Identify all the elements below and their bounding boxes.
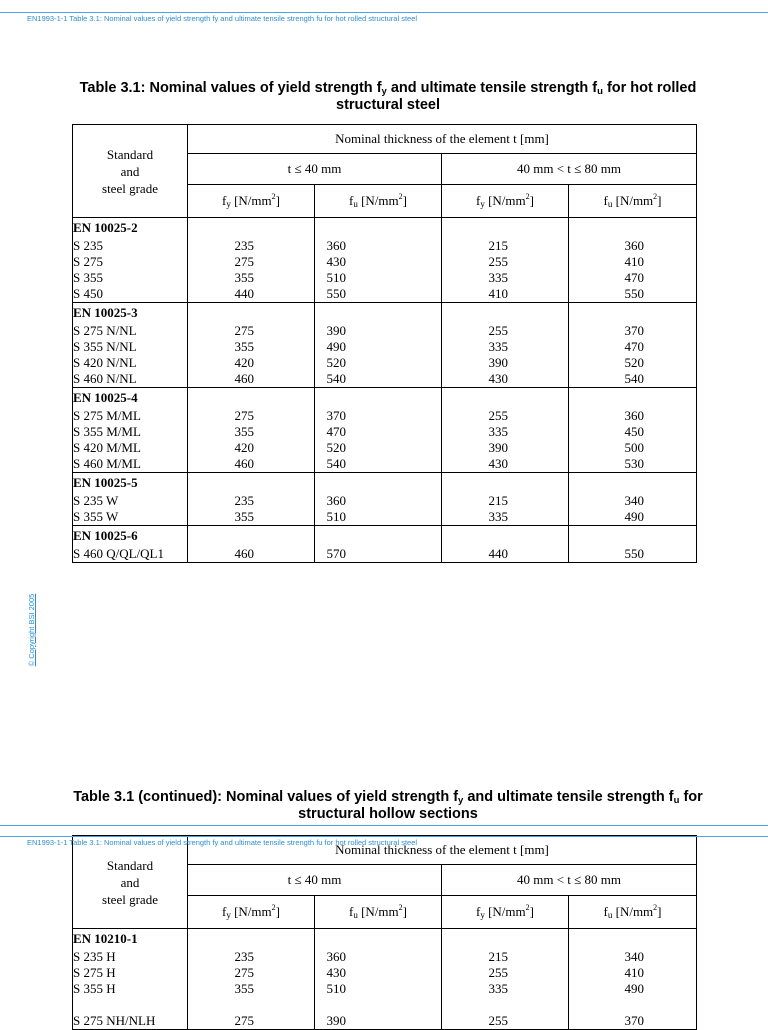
unit-subscript: y	[226, 199, 231, 209]
value: 420	[234, 355, 254, 370]
header-rule-bottom	[0, 825, 768, 826]
value-spacer	[442, 218, 568, 238]
table-row	[73, 218, 697, 303]
value-spacer	[315, 303, 441, 323]
value-cell	[315, 388, 442, 473]
value-cell	[569, 388, 697, 473]
unit-symbol: f	[349, 193, 354, 208]
grade-label: S 460 N/NL	[73, 371, 137, 386]
value-cell	[569, 473, 697, 526]
value: 510	[326, 981, 346, 996]
title-part: and ultimate tensile strength f	[386, 80, 598, 96]
value: 275	[234, 1013, 254, 1028]
value-spacer	[315, 388, 441, 408]
unit-end: ]	[657, 904, 662, 919]
grade-label: S 275 H	[73, 965, 116, 980]
unit-end: ]	[657, 193, 662, 208]
unit-symbol: f	[603, 193, 608, 208]
group-title: EN 10025-6	[73, 528, 138, 543]
unit-superscript: 2	[653, 903, 658, 912]
unit-superscript: 2	[271, 192, 276, 201]
grade-label: S 460 Q/QL/QL1	[73, 546, 164, 561]
title-part: u	[673, 795, 680, 806]
value: 540	[326, 456, 346, 471]
value: 335	[488, 339, 508, 354]
table-row	[73, 303, 697, 388]
grade-label: S 235 H	[73, 949, 116, 964]
grade-label: S 355 W	[73, 509, 119, 524]
value: 340	[624, 949, 645, 964]
value-cell	[188, 388, 315, 473]
value: 440	[488, 546, 508, 561]
group-title: EN 10025-3	[73, 305, 138, 320]
grade-label: S 420 N/NL	[73, 355, 137, 370]
unit-superscript: 2	[525, 903, 530, 912]
value-spacer	[442, 303, 568, 323]
value: 550	[624, 546, 645, 561]
standard-cell	[73, 526, 188, 563]
value-cell	[188, 303, 315, 388]
value-spacer	[315, 473, 441, 493]
value-cell	[442, 929, 569, 1030]
title-part: and ultimate tensile strength f	[463, 789, 674, 805]
value: 235	[234, 949, 254, 964]
value: 490	[624, 981, 645, 996]
unit-text: [N/mm	[484, 904, 526, 919]
value: 460	[234, 546, 254, 561]
value: 520	[326, 355, 346, 370]
column-header-fu	[315, 185, 442, 218]
value: 335	[488, 270, 508, 285]
standard-cell	[73, 929, 188, 1030]
value: 355	[234, 981, 254, 996]
value: 490	[624, 509, 645, 524]
grade-label: S 355 H	[73, 981, 116, 996]
value-spacer	[188, 388, 314, 408]
group-title: EN 10025-4	[73, 390, 138, 405]
value-spacer	[315, 526, 441, 546]
value-cell	[315, 929, 442, 1030]
value-spacer	[315, 218, 441, 238]
value: 360	[624, 238, 645, 253]
value-cell	[442, 473, 569, 526]
value: 255	[488, 1013, 508, 1028]
grade-label: S 460 M/ML	[73, 456, 141, 471]
unit-subscript: u	[353, 910, 358, 920]
table-title	[70, 80, 706, 114]
value: 570	[326, 546, 346, 561]
value-spacer	[442, 526, 568, 546]
header-rule-top	[0, 12, 768, 13]
column-header-thickness: Nominal thickness of the element t [mm]	[188, 125, 697, 154]
value-cell	[188, 218, 315, 303]
value: 335	[488, 509, 508, 524]
unit-superscript: 2	[398, 192, 403, 201]
value: 540	[326, 371, 346, 386]
table-row	[73, 473, 697, 526]
value	[442, 997, 568, 1013]
value-spacer	[442, 388, 568, 408]
column-header-range-2: 40 mm < t ≤ 80 mm	[442, 154, 697, 185]
title-part: for hot rolled structural steel	[336, 80, 697, 113]
column-header-fy	[442, 896, 569, 929]
value: 215	[488, 238, 508, 253]
unit-subscript: y	[480, 199, 485, 209]
value: 520	[624, 355, 645, 370]
value: 390	[326, 323, 346, 338]
value: 470	[624, 270, 645, 285]
value: 520	[326, 440, 346, 455]
value: 360	[326, 949, 346, 964]
unit-subscript: y	[480, 910, 485, 920]
title-part: Table 3.1 (continued): Nominal values of yield strength f	[73, 789, 459, 805]
grade-label	[73, 997, 187, 1013]
value: 255	[488, 323, 508, 338]
value: 355	[234, 339, 254, 354]
title-part: y	[381, 86, 387, 97]
value: 550	[624, 286, 645, 301]
column-header-fy	[188, 185, 315, 218]
value: 275	[234, 408, 254, 423]
table-row	[73, 929, 697, 1030]
value	[188, 997, 314, 1013]
value: 390	[326, 1013, 346, 1028]
column-header-fy	[442, 185, 569, 218]
value: 235	[234, 493, 254, 508]
copyright-notice[interactable]: © Copyright BSI 2005	[27, 593, 36, 667]
value: 370	[624, 1013, 645, 1028]
group-title: EN 10210-1	[73, 931, 138, 946]
value: 355	[234, 270, 254, 285]
value: 235	[234, 238, 254, 253]
value: 430	[488, 456, 508, 471]
value: 460	[234, 456, 254, 471]
standard-header-line: and	[120, 874, 140, 890]
unit-superscript: 2	[271, 903, 276, 912]
unit-text: [N/mm	[612, 193, 654, 208]
value: 275	[234, 965, 254, 980]
column-header-standard	[73, 125, 188, 218]
value: 215	[488, 949, 508, 964]
value	[315, 997, 441, 1013]
grade-label: S 235	[73, 238, 103, 253]
value-cell	[442, 218, 569, 303]
value: 420	[234, 440, 254, 455]
column-header-range-2: 40 mm < t ≤ 80 mm	[442, 865, 697, 896]
grade-label: S 355 M/ML	[73, 424, 141, 439]
value: 540	[624, 371, 645, 386]
value-cell	[442, 526, 569, 563]
table-row	[73, 526, 697, 563]
unit-text: [N/mm	[357, 193, 399, 208]
unit-symbol: f	[222, 193, 227, 208]
grade-label: S 275 N/NL	[73, 323, 137, 338]
title-part: for structural hollow sections	[298, 789, 703, 822]
unit-end: ]	[529, 904, 534, 919]
value: 460	[234, 371, 254, 386]
value-cell	[569, 303, 697, 388]
value: 335	[488, 981, 508, 996]
value: 510	[326, 509, 346, 524]
unit-text: [N/mm	[357, 904, 399, 919]
value-cell	[569, 526, 697, 563]
value: 410	[488, 286, 508, 301]
value	[569, 997, 696, 1013]
unit-end: ]	[402, 193, 407, 208]
value: 530	[624, 456, 645, 471]
value: 215	[488, 493, 508, 508]
value: 440	[234, 286, 254, 301]
standard-header-line: Standard	[106, 857, 154, 873]
unit-text: [N/mm	[612, 904, 654, 919]
standard-header-line: steel grade	[102, 891, 158, 907]
value-cell	[442, 303, 569, 388]
value: 255	[488, 965, 508, 980]
value-cell	[569, 929, 697, 1030]
header-rule-bottom-2	[0, 836, 768, 837]
group-title: EN 10025-2	[73, 220, 138, 235]
value: 430	[326, 965, 346, 980]
value-spacer	[188, 929, 314, 949]
unit-text: [N/mm	[230, 904, 272, 919]
standard-header-line: Standard	[106, 146, 154, 162]
grade-label: S 355 N/NL	[73, 339, 137, 354]
value-cell	[315, 218, 442, 303]
value: 360	[326, 238, 346, 253]
value-cell	[442, 388, 569, 473]
value: 255	[488, 408, 508, 423]
running-header-bottom: EN1993-1-1 Table 3.1: Nominal values of yield strength fy and ultimate tensile strength fu for hot rolled structural steel	[27, 838, 418, 847]
steel-table	[72, 124, 697, 563]
value-spacer	[569, 526, 696, 546]
grade-label: S 420 M/ML	[73, 440, 141, 455]
standard-header-line: steel grade	[102, 180, 158, 196]
unit-subscript: u	[607, 910, 613, 920]
value-cell	[315, 303, 442, 388]
unit-symbol: f	[476, 193, 481, 208]
unit-symbol: f	[476, 904, 481, 919]
value-cell	[315, 526, 442, 563]
column-header-range-1: t ≤ 40 mm	[188, 154, 442, 185]
value-spacer	[188, 473, 314, 493]
unit-subscript: u	[607, 199, 613, 209]
value-spacer	[569, 388, 696, 408]
column-header-range-1: t ≤ 40 mm	[188, 865, 442, 896]
unit-subscript: y	[226, 910, 231, 920]
value: 390	[488, 440, 508, 455]
value: 255	[488, 254, 508, 269]
standard-header-line: and	[120, 163, 140, 179]
grade-label: S 275	[73, 254, 103, 269]
value: 390	[488, 355, 508, 370]
unit-symbol: f	[603, 904, 608, 919]
value-spacer	[188, 526, 314, 546]
table-row	[73, 388, 697, 473]
value-spacer	[569, 473, 696, 493]
title-part: Table 3.1: Nominal values of yield strength f	[79, 80, 382, 96]
column-header-fu	[569, 896, 697, 929]
unit-subscript: u	[353, 199, 358, 209]
grade-label: S 275 NH/NLH	[73, 1013, 156, 1028]
value: 450	[624, 424, 645, 439]
unit-symbol: f	[222, 904, 227, 919]
value: 360	[624, 408, 645, 423]
value: 410	[624, 254, 645, 269]
value-spacer	[569, 929, 696, 949]
title-part: y	[458, 795, 464, 806]
column-header-standard	[73, 836, 188, 929]
value: 340	[624, 493, 645, 508]
value-cell	[315, 473, 442, 526]
unit-symbol: f	[349, 904, 354, 919]
unit-end: ]	[402, 904, 407, 919]
unit-superscript: 2	[525, 192, 530, 201]
grade-label: S 450	[73, 286, 103, 301]
value-spacer	[188, 218, 314, 238]
value: 370	[624, 323, 645, 338]
group-title: EN 10025-5	[73, 475, 138, 490]
steel-table-continued	[72, 835, 697, 1030]
value: 470	[624, 339, 645, 354]
value-spacer	[442, 473, 568, 493]
value-spacer	[569, 218, 696, 238]
running-header-top: EN1993-1-1 Table 3.1: Nominal values of yield strength fy and ultimate tensile strength fu for hot rolled structural steel	[27, 14, 418, 23]
table-title-continued	[70, 789, 706, 823]
grade-label: S 235 W	[73, 493, 119, 508]
value-cell	[188, 929, 315, 1030]
value-cell	[188, 526, 315, 563]
header-row	[73, 125, 697, 154]
unit-end: ]	[529, 193, 534, 208]
unit-superscript: 2	[653, 192, 658, 201]
value: 430	[326, 254, 346, 269]
column-header-fu	[315, 896, 442, 929]
value: 370	[326, 408, 346, 423]
value: 550	[326, 286, 346, 301]
value-cell	[569, 218, 697, 303]
value: 275	[234, 254, 254, 269]
value: 500	[624, 440, 645, 455]
standard-cell	[73, 303, 188, 388]
value: 360	[326, 493, 346, 508]
value-spacer	[569, 303, 696, 323]
value: 355	[234, 509, 254, 524]
value: 430	[488, 371, 508, 386]
column-header-fu	[569, 185, 697, 218]
value-spacer	[442, 929, 568, 949]
unit-superscript: 2	[398, 903, 403, 912]
value: 355	[234, 424, 254, 439]
unit-end: ]	[275, 193, 280, 208]
grade-label: S 355	[73, 270, 103, 285]
unit-text: [N/mm	[484, 193, 526, 208]
standard-cell	[73, 218, 188, 303]
value-spacer	[315, 929, 441, 949]
column-header-thickness: Nominal thickness of the element t [mm]	[188, 836, 697, 865]
standard-cell	[73, 473, 188, 526]
value: 335	[488, 424, 508, 439]
value: 510	[326, 270, 346, 285]
column-header-fy	[188, 896, 315, 929]
standard-cell	[73, 388, 188, 473]
grade-label: S 275 M/ML	[73, 408, 141, 423]
unit-end: ]	[275, 904, 280, 919]
title-part: u	[597, 86, 603, 97]
value: 275	[234, 323, 254, 338]
value: 470	[326, 424, 346, 439]
value: 410	[624, 965, 645, 980]
value-spacer	[188, 303, 314, 323]
value-cell	[188, 473, 315, 526]
value: 490	[326, 339, 346, 354]
unit-text: [N/mm	[230, 193, 272, 208]
